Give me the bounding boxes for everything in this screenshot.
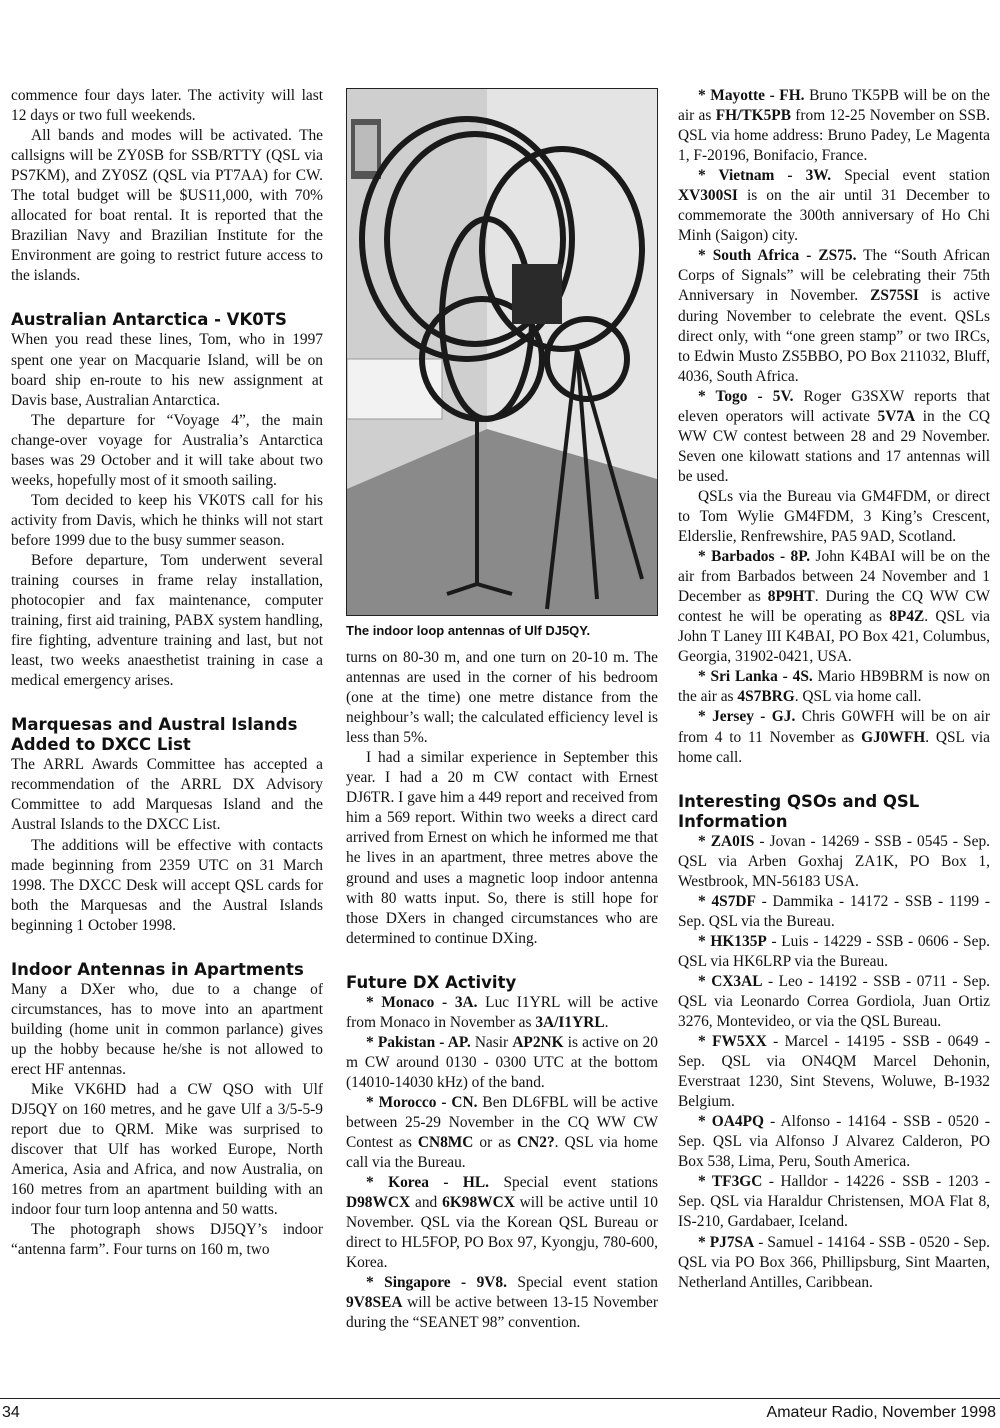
entry-text: Special event station [831, 167, 990, 185]
entry-text: . During the CQ WW CW contest he will be operating as [678, 588, 990, 626]
entry-text: Mario HB9BRM is now on the air as [678, 668, 990, 706]
callsign: 5V7A [877, 407, 916, 425]
paragraph: QSLs via the Bureau via GM4FDM, or direct to Tom Wylie GM4FDM, 3 King’s Crescent, Elderslie, Renfrewshire, PA5 9AD, Scotland. [678, 487, 990, 546]
callsign: AP2NK [512, 1033, 564, 1051]
entry-text: Bruno TK5PB will be on the air as [678, 87, 991, 125]
heading-indoor-antennas: Indoor Antennas in Apartments [11, 959, 304, 979]
callsign: CN2? [517, 1134, 555, 1152]
entry-text: - Dammika - 14172 - SSB - 1199 - Sep. QSL via the Bureau. [678, 892, 990, 930]
entry-text: . QSL via home call. [794, 688, 922, 706]
entry-jersey [678, 707, 990, 767]
entry-text: - Halldor - 14226 - SSB - 1203 - Sep. QSL via Haraldur Christensen, MOA Flat 8, IS-210, Gardabaer, Iceland. [678, 1173, 990, 1231]
entry-lead: * Pakistan - AP. [366, 1033, 471, 1051]
entry-text: and [410, 1194, 443, 1212]
entry-morocco [346, 1093, 658, 1173]
entry-text: Special event stations [489, 1174, 658, 1192]
entry-lead: * Vietnam - 3W. [698, 167, 832, 185]
entry-text: - Leo - 14192 - SSB - 0711 - Sep. QSL via Leonardo Correa Gordiola, Juan Ortiz 3276, Montevideo, or via the QSL Bureau. [678, 972, 990, 1031]
callsign: 6K98WCX [442, 1194, 515, 1212]
qso-entry [678, 932, 990, 972]
callsign: * ZA0IS [698, 832, 755, 850]
callsign: * HK135P [698, 932, 767, 950]
paragraph: When you read these lines, Tom, who in 1997 spent one year on Macquarie Island, will be on board ship en-route to his new assignment at Davis base, Australian Antarctica. [11, 331, 323, 409]
entry-text: is on the air until 31 December to commemorate the 300th anniversary of Ho Chi Minh (Saigon) city. [678, 187, 990, 245]
entry-text: John K4BAI will be on the air from Barbados between 24 November and 1 December as [678, 548, 990, 606]
page-number: 34 [2, 1404, 20, 1421]
entry-lead: * Korea - HL. [366, 1174, 489, 1192]
callsign: 4S7BRG [737, 688, 795, 706]
antenna-photo [346, 88, 658, 616]
entry-text: in the CQ WW CW contest between 28 and 29 November. Seven one kilowatt stations and 17 antennas will be used. [678, 407, 990, 485]
callsign: FH/TK5PB [715, 107, 791, 125]
loop-antennas-image [347, 89, 657, 615]
entry-singapore [346, 1273, 658, 1333]
callsign: * OA4PQ [698, 1113, 764, 1131]
column-2 [346, 86, 658, 1334]
entry-south-africa [678, 246, 990, 386]
footer-rule [0, 1398, 1000, 1399]
paragraph: The additions will be effective with contacts made beginning from 2359 UTC on 31 March 1998. The DXCC Desk will accept QSL cards for both the Marquesas and the Austral Islands beginning 1 October 1998. [11, 836, 323, 934]
entry-monaco [346, 993, 658, 1033]
entry-text: Roger G3SXW reports that eleven operators will activate [678, 387, 990, 425]
callsign: CN8MC [417, 1134, 474, 1152]
heading-future-dx: Future DX Activity [346, 972, 517, 992]
entry-text: is active on 20 m CW around 0130 - 0300 UTC at the bottom (14010-14030 kHz) of the band. [346, 1033, 658, 1091]
entry-lead: * Jersey - GJ. [698, 708, 796, 726]
callsign: * PJ7SA [698, 1233, 755, 1251]
entry-text: . [604, 1013, 609, 1031]
heading-australian-antarctica: Australian Antarctica - VK0TS [11, 310, 287, 330]
entry-text: Chris G0WFH will be on air from 4 to 11 November as [678, 708, 990, 746]
qso-entry [678, 1112, 990, 1172]
paragraph: All bands and modes will be activated. The callsigns will be ZY0SB for SSB/RTTY (QSL via PS7KM), and ZY0SZ (QSL via PT7AA) for CW. The total budget will be $US11,000, with 70% allocated for boat rental. It is reported that the Brazilian Navy and Brazilian Institute for the Environment are going to restrict future access to the islands. [11, 127, 323, 285]
qso-entry [678, 1032, 990, 1112]
callsign: GJ0WFH [861, 728, 926, 746]
entry-text: is active during November to celebrate the event. QSLs direct only, with “one green stamp” or two IRCs, to Edwin Musto ZS5BBO, PO Box 211032, Bluff, 4036, South Africa. [678, 287, 991, 385]
entry-text: - Luis - 14229 - SSB - 0606 - Sep. QSL via HK6LRP via the Bureau. [678, 932, 990, 970]
entry-text: - Jovan - 14269 - SSB - 0545 - Sep. QSL via Arben Goxhaj ZA1K, PO Box 1, Westbrook, MN-56183 USA. [678, 832, 990, 890]
paragraph: The departure for “Voyage 4”, the main change-over voyage for Australia’s Antarctica bases was 29 October and it will take about two weeks, hopefully most of it smooth sailing. [11, 411, 323, 489]
entry-text: Nasir [470, 1033, 513, 1051]
heading-marquesas: Marquesas and Austral Islands Added to DXCC List [11, 715, 298, 755]
entry-lead: * Barbados - 8P. [698, 548, 811, 566]
callsign: * TF3GC [698, 1173, 763, 1191]
entry-mayotte [678, 86, 990, 166]
entry-text: will be active until 10 November. QSL via the Korean QSL Bureau or direct to HL5FOP, PO Box 97, Kyongju, 780-600, Korea. [346, 1194, 659, 1272]
entry-lead: * Mayotte - FH. [698, 87, 805, 104]
entry-text: . QSL via John T Laney III K4BAI, PO Box 421, Columbus, Georgia, 31902-0421, USA. [678, 608, 990, 666]
paragraph: Tom decided to keep his VK0TS call for his activity from Davis, which he thinks will not start before 1999 due to the busy summer season. [11, 491, 323, 549]
column-3 [678, 86, 990, 1293]
callsign: D98WCX [346, 1194, 411, 1212]
entry-text: or as [473, 1134, 518, 1152]
entry-text: Luc I1YRL will be active from Monaco in November as [346, 993, 659, 1031]
entry-korea [346, 1173, 658, 1273]
entry-text: - Alfonso - 14164 - SSB - 0520 - Sep. QSL via Alfonso J Alvarez Calderon, PO Box 538, Lima, Peru, South America. [678, 1113, 990, 1171]
callsign: 8P9HT [767, 588, 815, 606]
entry-text: - Samuel - 14164 - SSB - 0520 - Sep. QSL via PO Box 366, Phillipsburg, Sint Maarten, Netherland Antilles, Caribbean. [678, 1233, 991, 1291]
qso-entry [678, 1233, 990, 1293]
entry-lead: * Morocco - CN. [366, 1093, 478, 1111]
callsign: * FW5XX [698, 1033, 767, 1051]
paragraph: Before departure, Tom underwent several training courses in frame relay installation, photocopier and fax maintenance, computer training, first aid training, PABX system handling, fire fighting, adventure training and last, but not least, two weeks anaesthetist training in case a medical emergency arises. [11, 551, 323, 690]
photo-caption: The indoor loop antennas of Ulf DJ5QY. [346, 623, 591, 638]
entry-lead: * South Africa - ZS75. [698, 247, 857, 265]
entry-barbados [678, 547, 990, 667]
entry-text: - Marcel - 14195 - SSB - 0649 - Sep. QSL via ON4QM Marcel Dehonin, Everstraat 1230, Sint Stevens, Woluwe, B-1932 Belgium. [678, 1033, 990, 1111]
column-1 [11, 86, 323, 1260]
paragraph: turns on 80-30 m, and one turn on 20-10 m. The antennas are used in the corner of his bedroom (one at the time) one metre distance from the neighbour’s wall; the calculated efficiency level is less than 5%. [346, 649, 658, 747]
heading-interesting-qsos: Interesting QSOs and QSL Information [678, 791, 920, 831]
paragraph: commence four days later. The activity will last 12 days or two full weekends. [11, 87, 323, 125]
entry-lead: * Monaco - 3A. [366, 993, 478, 1011]
entry-lead: * Togo - 5V. [698, 387, 794, 405]
entry-text: will be active between 13-15 November during the “SEANET 98” convention. [346, 1294, 658, 1332]
entry-sri-lanka [678, 667, 990, 707]
entry-text: Ben DL6FBL will be active between 25-29 November in the CQ WW CW Contest as [346, 1093, 658, 1152]
entry-togo [678, 387, 990, 487]
entry-text: Special event station [506, 1274, 658, 1292]
entry-lead: * Singapore - 9V8. [366, 1274, 507, 1292]
entry-text: from 12-25 November on SSB. QSL via home address: Bruno Padey, Le Magenta 1, F-20196, Bonifacio, France. [678, 107, 991, 165]
paragraph: The photograph shows DJ5QY’s indoor “antenna farm”. Four turns on 160 m, two [11, 1221, 323, 1259]
callsign: XV300SI [678, 187, 738, 205]
entry-pakistan [346, 1033, 658, 1093]
paragraph: Many a DXer who, due to a change of circumstances, has to move into an apartment building (home unit in common parlance) gives up the hobby because he/she is not allowed to erect HF antennas. [11, 980, 323, 1078]
callsign: * CX3AL [698, 972, 763, 990]
callsign: * 4S7DF [698, 892, 756, 910]
entry-vietnam [678, 166, 990, 246]
callsign: 9V8SEA [346, 1294, 403, 1312]
callsign: ZS75SI [870, 287, 919, 305]
callsign: 3A/I1YRL [535, 1013, 605, 1031]
entry-text: The “South African Corps of Signals” will be celebrating their 75th Anniversary in November. [678, 247, 990, 305]
entry-text: . QSL via home call via the Bureau. [346, 1134, 659, 1172]
qso-entry [678, 972, 990, 1032]
magazine-issue: Amateur Radio, November 1998 [766, 1404, 996, 1421]
callsign: 8P4Z [889, 608, 925, 626]
paragraph: I had a similar experience in September this year. I had a 20 m CW contact with Ernest DJ6TR. I gave him a 449 report and received from him a 569 report. Within two weeks a direct card arrived from Ernest on which he informed me that he lives in an apartment, three metres above the ground and uses a magnetic loop indoor antenna with 80 watts input. So, there is still hope for those DXers in changed circumstances who are determined to continue DXing. [346, 749, 658, 947]
entry-lead: * Sri Lanka - 4S. [698, 668, 813, 686]
paragraph: The ARRL Awards Committee has accepted a recommendation of the ARRL DX Advisory Committee to add Marquesas Island and the Austral Islands to the DXCC List. [11, 756, 323, 834]
paragraph: Mike VK6HD had a CW QSO with Ulf DJ5QY on 160 metres, and he gave Ulf a 3/5-5-9 report due to QRM. Mike was surprised to discover that Ulf has worked Europe, North America, Asia and Africa, and now Australia, on 160 metres from an apartment building with an indoor four turn loop antenna and 50 watts. [11, 1080, 323, 1219]
qso-entry [678, 1172, 990, 1232]
entry-text: . QSL via home call. [678, 728, 990, 766]
qso-entry [678, 832, 990, 892]
qso-entry [678, 892, 990, 932]
